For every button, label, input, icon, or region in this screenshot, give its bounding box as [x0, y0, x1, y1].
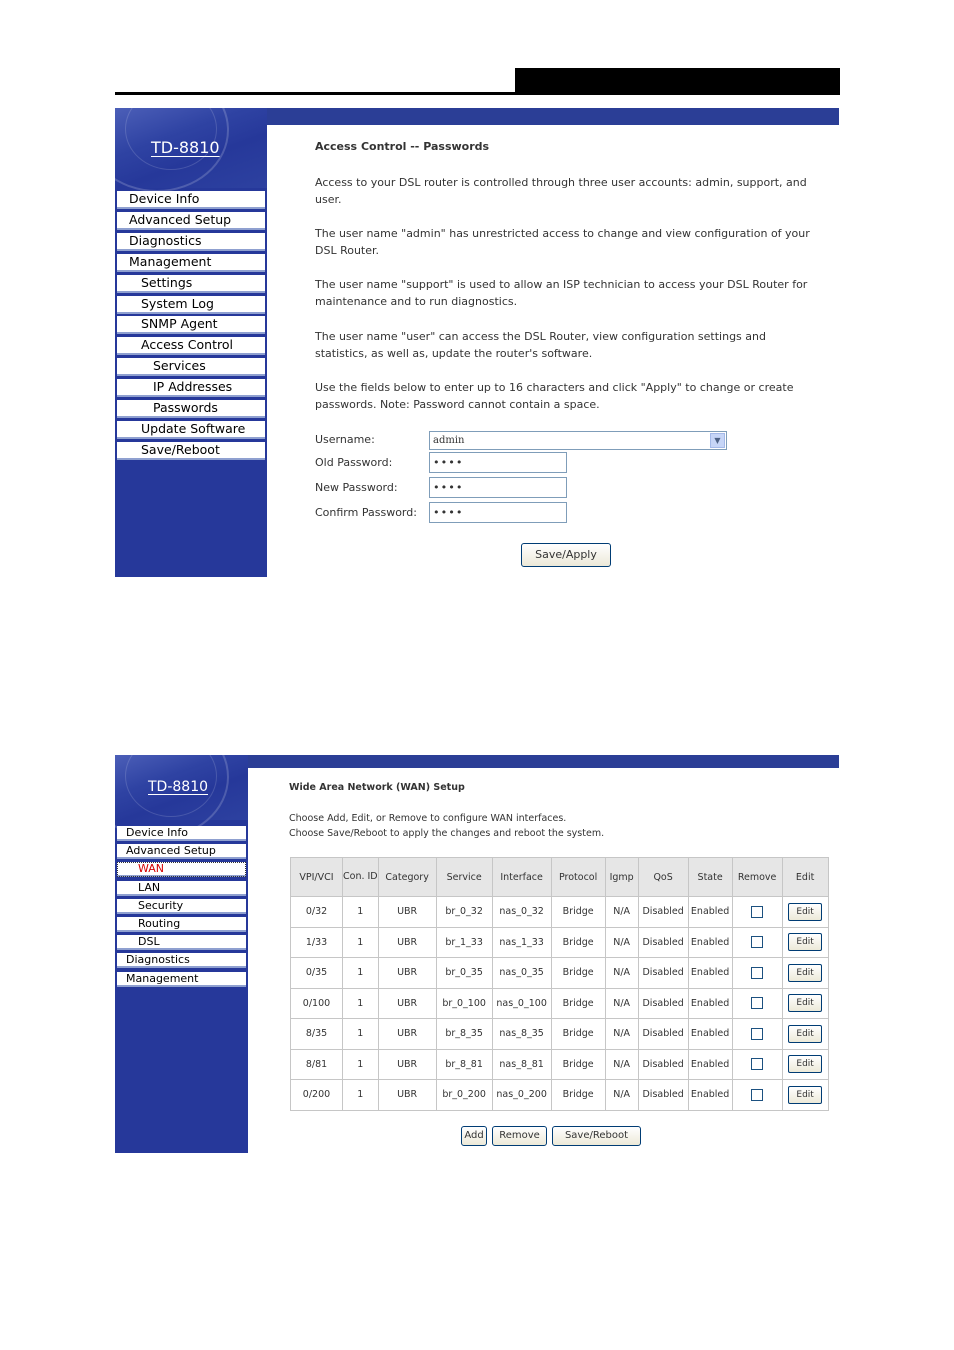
table-cell: N/A — [605, 958, 638, 989]
remove-checkbox[interactable] — [751, 1089, 763, 1101]
column-header: Con. ID — [343, 858, 379, 897]
page-header-block — [515, 68, 840, 95]
sidebar-item-update-software[interactable]: Update Software — [117, 421, 265, 439]
table-cell: Bridge — [551, 988, 605, 1019]
username-value: admin — [433, 435, 465, 446]
edit-button[interactable]: Edit — [788, 964, 822, 982]
table-cell: nas_0_35 — [492, 958, 551, 989]
username-select[interactable] — [429, 431, 727, 450]
table-cell: br_0_32 — [436, 897, 492, 928]
remove-checkbox[interactable] — [751, 936, 763, 948]
add-button[interactable]: Add — [461, 1126, 487, 1146]
sidebar-item-management[interactable]: Management — [117, 972, 246, 987]
table-row — [291, 1019, 829, 1050]
table-cell: Enabled — [688, 897, 732, 928]
sidebar-item-wan[interactable]: WAN — [117, 862, 246, 877]
table-cell: Disabled — [638, 897, 688, 928]
table-cell: Enabled — [688, 1019, 732, 1050]
edit-cell — [782, 1019, 828, 1050]
table-cell: nas_0_200 — [492, 1080, 551, 1111]
table-cell: UBR — [378, 988, 436, 1019]
wan-setup-screenshot — [115, 755, 839, 1153]
remove-checkbox[interactable] — [751, 997, 763, 1009]
remove-cell — [732, 1080, 782, 1111]
edit-button[interactable]: Edit — [788, 994, 822, 1012]
table-cell: Bridge — [551, 1049, 605, 1080]
access-control-passwords-screenshot — [115, 108, 839, 577]
description-paragraph: The user name "support" is used to allow an ISP technician to access your DSL Router for maintenance and to run diagnostics. — [315, 278, 808, 308]
instructions — [289, 811, 604, 841]
table-cell: nas_0_32 — [492, 897, 551, 928]
column-header: Igmp — [605, 858, 638, 897]
table-cell: Enabled — [688, 988, 732, 1019]
table-cell: br_0_100 — [436, 988, 492, 1019]
confirm-password-label: Confirm Password: — [315, 506, 417, 519]
remove-checkbox[interactable] — [751, 906, 763, 918]
column-header: State — [688, 858, 732, 897]
table-cell: 1 — [343, 897, 379, 928]
remove-checkbox[interactable] — [751, 1028, 763, 1040]
table-cell: nas_0_100 — [492, 988, 551, 1019]
table-cell: 1 — [343, 1080, 379, 1111]
sidebar-item-access-control[interactable]: Access Control — [117, 337, 265, 355]
table-cell: N/A — [605, 1019, 638, 1050]
sidebar-item-settings[interactable]: Settings — [117, 275, 265, 293]
table-row — [291, 897, 829, 928]
table-row — [291, 927, 829, 958]
sidebar-item-management[interactable]: Management — [117, 254, 265, 272]
sidebar-item-advanced-setup[interactable]: Advanced Setup — [117, 844, 246, 859]
table-cell: Disabled — [638, 988, 688, 1019]
table-cell: nas_8_35 — [492, 1019, 551, 1050]
sidebar-item-security[interactable]: Security — [117, 899, 246, 914]
table-cell: br_8_81 — [436, 1049, 492, 1080]
table-cell: N/A — [605, 1080, 638, 1111]
description-paragraph: Access to your DSL router is controlled through three user accounts: admin, support, and user. — [315, 176, 807, 206]
logo: TD-8810 — [151, 138, 220, 157]
sidebar-item-advanced-setup[interactable]: Advanced Setup — [117, 212, 265, 230]
table-cell: Bridge — [551, 1019, 605, 1050]
sidebar-item-ip-addresses[interactable]: IP Addresses — [117, 379, 265, 397]
remove-cell — [732, 988, 782, 1019]
table-cell: Enabled — [688, 927, 732, 958]
table-row — [291, 958, 829, 989]
remove-cell — [732, 1019, 782, 1050]
column-header: Service — [436, 858, 492, 897]
table-cell: 1/33 — [291, 927, 343, 958]
instruction-line: Choose Add, Edit, or Remove to configure WAN interfaces. — [289, 813, 567, 824]
edit-button[interactable]: Edit — [788, 903, 822, 921]
sidebar-item-device-info[interactable]: Device Info — [117, 826, 246, 841]
remove-button[interactable]: Remove — [492, 1126, 547, 1146]
sidebar-item-save-reboot[interactable]: Save/Reboot — [117, 442, 265, 460]
table-cell: Disabled — [638, 1019, 688, 1050]
page-title: Wide Area Network (WAN) Setup — [289, 782, 465, 793]
table-cell: Enabled — [688, 958, 732, 989]
table-cell: 0/35 — [291, 958, 343, 989]
page-header-rule — [115, 92, 840, 95]
table-cell: N/A — [605, 927, 638, 958]
sidebar-item-device-info[interactable]: Device Info — [117, 191, 265, 209]
edit-button[interactable]: Edit — [788, 1086, 822, 1104]
sidebar-item-passwords[interactable]: Passwords — [117, 400, 265, 418]
old-password-field[interactable]: •••• — [429, 452, 567, 473]
table-row — [291, 1080, 829, 1111]
remove-checkbox[interactable] — [751, 967, 763, 979]
table-cell: 8/35 — [291, 1019, 343, 1050]
remove-cell — [732, 958, 782, 989]
table-cell: N/A — [605, 1049, 638, 1080]
column-header: Protocol — [551, 858, 605, 897]
page-title: Access Control -- Passwords — [315, 140, 490, 153]
column-header: QoS — [638, 858, 688, 897]
instruction-line: Choose Save/Reboot to apply the changes and reboot the system. — [289, 828, 605, 839]
table-cell: 1 — [343, 1049, 379, 1080]
table-cell: N/A — [605, 988, 638, 1019]
table-row — [291, 1049, 829, 1080]
table-cell: br_1_33 — [436, 927, 492, 958]
table-cell: 0/32 — [291, 897, 343, 928]
sidebar-item-system-log[interactable]: System Log — [117, 296, 265, 314]
table-cell: 1 — [343, 988, 379, 1019]
table-cell: Bridge — [551, 927, 605, 958]
remove-cell — [732, 1049, 782, 1080]
column-header: Edit — [782, 858, 828, 897]
table-cell: UBR — [378, 1080, 436, 1111]
sidebar-item-diagnostics[interactable]: Diagnostics — [117, 953, 246, 968]
edit-cell — [782, 1080, 828, 1111]
table-cell: Enabled — [688, 1080, 732, 1111]
table-cell: br_0_200 — [436, 1080, 492, 1111]
description-paragraph: Use the fields below to enter up to 16 characters and click "Apply" to change or create passwords. Note: Password cannot contain a space. — [315, 381, 794, 411]
table-cell: Disabled — [638, 1080, 688, 1111]
save-apply-button[interactable]: Save/Apply — [521, 543, 611, 567]
table-cell: 8/81 — [291, 1049, 343, 1080]
column-header: VPI/VCI — [291, 858, 343, 897]
remove-checkbox[interactable] — [751, 1058, 763, 1070]
table-cell: UBR — [378, 1019, 436, 1050]
edit-button[interactable]: Edit — [788, 933, 822, 951]
description-paragraph: The user name "user" can access the DSL Router, view configuration settings and statistics, as well as, update the router's software. — [315, 330, 766, 360]
old-password-label: Old Password: — [315, 456, 393, 469]
confirm-password-field[interactable]: •••• — [429, 502, 567, 523]
logo: TD-8810 — [148, 779, 209, 795]
table-cell: 0/100 — [291, 988, 343, 1019]
column-header: Remove — [732, 858, 782, 897]
sidebar-item-services[interactable]: Services — [117, 358, 265, 376]
table-cell: Disabled — [638, 927, 688, 958]
column-header: Interface — [492, 858, 551, 897]
edit-button[interactable]: Edit — [788, 1055, 822, 1073]
table-cell: 0/200 — [291, 1080, 343, 1111]
table-cell: br_0_35 — [436, 958, 492, 989]
edit-cell — [782, 1049, 828, 1080]
table-cell: N/A — [605, 897, 638, 928]
table-cell: nas_8_81 — [492, 1049, 551, 1080]
new-password-label: New Password: — [315, 481, 398, 494]
save-reboot-button[interactable]: Save/Reboot — [552, 1126, 641, 1146]
new-password-field[interactable]: •••• — [429, 477, 567, 498]
table-cell: UBR — [378, 897, 436, 928]
sidebar-item-dsl[interactable]: DSL — [117, 935, 246, 950]
description-paragraph: The user name "admin" has unrestricted access to change and view configuration of your DSL Router. — [315, 227, 810, 257]
table-cell: 1 — [343, 927, 379, 958]
table-cell: Disabled — [638, 958, 688, 989]
table-cell: nas_1_33 — [492, 927, 551, 958]
column-header: Category — [378, 858, 436, 897]
table-cell: Disabled — [638, 1049, 688, 1080]
table-cell: 1 — [343, 958, 379, 989]
remove-cell — [732, 897, 782, 928]
edit-cell — [782, 897, 828, 928]
table-cell: 1 — [343, 1019, 379, 1050]
edit-cell — [782, 988, 828, 1019]
edit-cell — [782, 927, 828, 958]
table-cell: Bridge — [551, 1080, 605, 1111]
table-cell: Bridge — [551, 958, 605, 989]
sidebar-item-routing[interactable]: Routing — [117, 917, 246, 932]
table-cell: UBR — [378, 1049, 436, 1080]
table-body — [291, 897, 829, 1111]
table-row — [291, 988, 829, 1019]
sidebar-item-snmp-agent[interactable]: SNMP Agent — [117, 316, 265, 334]
wan-table — [290, 857, 829, 1111]
table-header-row — [291, 858, 829, 897]
edit-button[interactable]: Edit — [788, 1025, 822, 1043]
sidebar-item-lan[interactable]: LAN — [117, 881, 246, 896]
remove-cell — [732, 927, 782, 958]
edit-cell — [782, 958, 828, 989]
username-label: Username: — [315, 433, 375, 446]
table-cell: br_8_35 — [436, 1019, 492, 1050]
table-cell: UBR — [378, 927, 436, 958]
sidebar-item-diagnostics[interactable]: Diagnostics — [117, 233, 265, 251]
table-cell: UBR — [378, 958, 436, 989]
table-cell: Bridge — [551, 897, 605, 928]
table-cell: Enabled — [688, 1049, 732, 1080]
chevron-down-icon[interactable]: ▼ — [710, 433, 725, 448]
